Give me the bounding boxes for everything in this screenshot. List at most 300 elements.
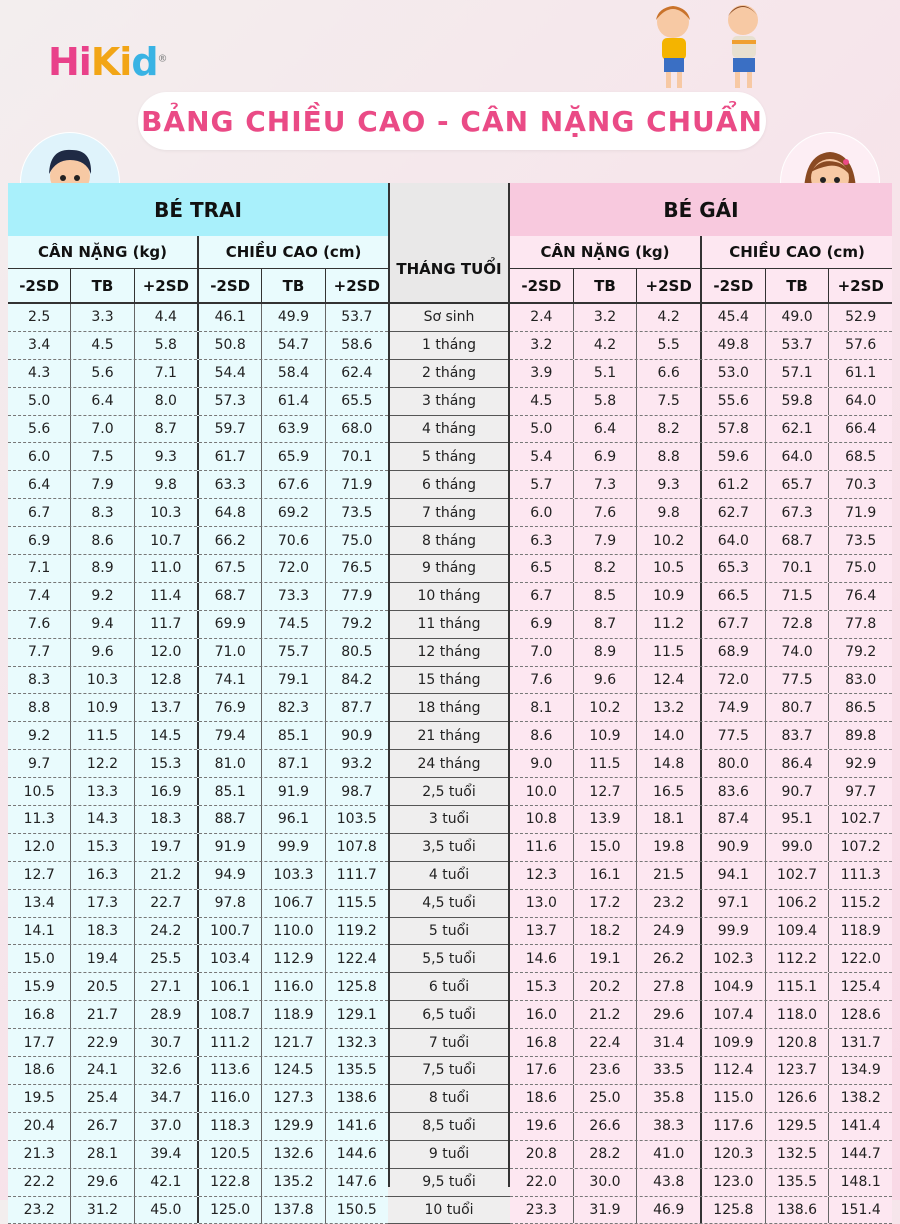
table-cell: 11.5 (70, 722, 133, 749)
table-cell: 12.4 (636, 667, 700, 694)
table-cell: 8.9 (573, 639, 637, 666)
table-cell: 6.4 (70, 388, 133, 415)
table-cell: 125.8 (325, 973, 388, 1000)
table-cell: 65.9 (261, 443, 324, 470)
table-cell: 2.5 (8, 304, 70, 331)
table-cell: 77.9 (325, 583, 388, 610)
age-header: THÁNG TUỔI (388, 236, 510, 304)
table-cell: 7.4 (8, 583, 70, 610)
table-cell: 117.6 (700, 1113, 765, 1140)
table-cell: 11.5 (573, 750, 637, 777)
sub-header-cell: TB (70, 269, 133, 302)
table-cell: 97.8 (197, 890, 261, 917)
table-cell: 91.9 (261, 778, 324, 805)
table-cell: 112.9 (261, 945, 324, 972)
table-cell: 9.3 (134, 443, 197, 470)
table-cell: 107.8 (325, 834, 388, 861)
table-cell: 138.6 (765, 1197, 829, 1224)
table-cell: 74.1 (197, 667, 261, 694)
table-cell: 17.3 (70, 890, 133, 917)
table-row (8, 1085, 388, 1113)
table-cell: 52.9 (828, 304, 892, 331)
table-cell: 15.3 (70, 834, 133, 861)
table-cell: 18.3 (70, 918, 133, 945)
table-cell: 19.8 (636, 834, 700, 861)
table-cell: 132.5 (765, 1141, 829, 1168)
table-cell: 9.6 (573, 667, 637, 694)
table-cell: 13.2 (636, 694, 700, 721)
table-cell: 10.0 (510, 778, 573, 805)
table-cell: 5.6 (8, 416, 70, 443)
table-cell: 64.8 (197, 499, 261, 526)
table-cell: 84.2 (325, 667, 388, 694)
table-cell: 25.0 (573, 1085, 637, 1112)
page-title: BẢNG CHIỀU CAO - CÂN NẶNG CHUẨN (141, 105, 763, 138)
table-cell: 96.1 (261, 806, 324, 833)
age-cell: 9 tháng (388, 555, 510, 583)
age-cell: 4 tuổi (388, 862, 510, 890)
table-row (510, 1141, 892, 1169)
table-cell: 119.2 (325, 918, 388, 945)
table-row (8, 1029, 388, 1057)
table-cell: 14.6 (510, 945, 573, 972)
table-cell: 120.3 (700, 1141, 765, 1168)
table-cell: 90.9 (700, 834, 765, 861)
table-cell: 9.8 (636, 499, 700, 526)
table-cell: 21.5 (636, 862, 700, 889)
table-cell: 42.1 (134, 1169, 197, 1196)
table-cell: 80.0 (700, 750, 765, 777)
table-cell: 97.7 (828, 778, 892, 805)
table-cell: 132.3 (325, 1029, 388, 1056)
age-cell: 5,5 tuổi (388, 945, 510, 973)
sub-header-cell: +2SD (636, 269, 700, 302)
table-row (510, 304, 892, 332)
boy-weight-header: CÂN NẶNG (kg) (8, 236, 197, 268)
table-cell: 62.4 (325, 360, 388, 387)
table-cell: 83.6 (700, 778, 765, 805)
age-band (388, 183, 510, 236)
table-cell: 16.3 (70, 862, 133, 889)
table-cell: 68.5 (828, 443, 892, 470)
table-cell: 19.4 (70, 945, 133, 972)
table-cell: 7.6 (510, 667, 573, 694)
table-cell: 49.0 (765, 304, 829, 331)
table-cell: 67.5 (197, 555, 261, 582)
table-cell: 21.2 (134, 862, 197, 889)
table-cell: 64.0 (828, 388, 892, 415)
table-cell: 8.2 (636, 416, 700, 443)
table-row (510, 1029, 892, 1057)
table-cell: 10.3 (134, 499, 197, 526)
boy-height-header: CHIỀU CAO (cm) (197, 236, 388, 268)
table-cell: 10.9 (636, 583, 700, 610)
table-cell: 124.5 (261, 1057, 324, 1084)
table-cell: 144.6 (325, 1141, 388, 1168)
table-cell: 46.9 (636, 1197, 700, 1224)
table-cell: 43.8 (636, 1169, 700, 1196)
table-cell: 86.4 (765, 750, 829, 777)
table-cell: 6.4 (573, 416, 637, 443)
table-cell: 74.0 (765, 639, 829, 666)
table-cell: 19.7 (134, 834, 197, 861)
table-cell: 5.8 (573, 388, 637, 415)
table-row (8, 555, 388, 583)
table-row (510, 750, 892, 778)
table-cell: 14.8 (636, 750, 700, 777)
table-cell: 18.6 (8, 1057, 70, 1084)
table-cell: 80.7 (765, 694, 829, 721)
table-cell: 61.7 (197, 443, 261, 470)
table-cell: 14.5 (134, 722, 197, 749)
table-cell: 7.6 (573, 499, 637, 526)
table-cell: 6.9 (8, 527, 70, 554)
table-cell: 67.6 (261, 471, 324, 498)
table-cell: 116.0 (197, 1085, 261, 1112)
table-cell: 20.4 (8, 1113, 70, 1140)
table-cell: 38.3 (636, 1113, 700, 1140)
table-cell: 128.6 (828, 1001, 892, 1028)
table-cell: 90.7 (765, 778, 829, 805)
table-cell: 7.5 (70, 443, 133, 470)
table-cell: 18.2 (573, 918, 637, 945)
table-cell: 15.0 (8, 945, 70, 972)
table-cell: 69.2 (261, 499, 324, 526)
table-cell: 92.9 (828, 750, 892, 777)
table-cell: 116.0 (261, 973, 324, 1000)
girl-group-header (510, 236, 892, 269)
table-row (8, 667, 388, 695)
table-cell: 80.5 (325, 639, 388, 666)
table-row (510, 360, 892, 388)
table-cell: 94.1 (700, 862, 765, 889)
girl-weight-header: CÂN NẶNG (kg) (510, 236, 700, 268)
table-cell: 25.5 (134, 945, 197, 972)
age-cell: 4,5 tuổi (388, 890, 510, 918)
table-cell: 125.8 (700, 1197, 765, 1224)
table-cell: 75.0 (828, 555, 892, 582)
table-cell: 16.9 (134, 778, 197, 805)
table-cell: 19.1 (573, 945, 637, 972)
table-cell: 137.8 (261, 1197, 324, 1224)
table-cell: 24.1 (70, 1057, 133, 1084)
table-cell: 62.7 (700, 499, 765, 526)
table-row (510, 416, 892, 444)
age-cell: Sơ sinh (388, 304, 510, 332)
table-cell: 65.5 (325, 388, 388, 415)
age-cell: 3 tháng (388, 388, 510, 416)
table-cell: 109.4 (765, 918, 829, 945)
age-cell: 12 tháng (388, 639, 510, 667)
table-cell: 57.1 (765, 360, 829, 387)
table-cell: 87.1 (261, 750, 324, 777)
table-cell: 13.7 (134, 694, 197, 721)
table-row (8, 750, 388, 778)
table-row (510, 973, 892, 1001)
age-cell: 8,5 tuổi (388, 1113, 510, 1141)
table-cell: 75.7 (261, 639, 324, 666)
table-cell: 115.5 (325, 890, 388, 917)
table-cell: 19.5 (8, 1085, 70, 1112)
table-cell: 29.6 (636, 1001, 700, 1028)
table-cell: 5.4 (510, 443, 573, 470)
table-cell: 150.5 (325, 1197, 388, 1224)
table-cell: 9.8 (134, 471, 197, 498)
table-cell: 23.6 (573, 1057, 637, 1084)
table-cell: 138.2 (828, 1085, 892, 1112)
sub-header-cell: +2SD (134, 269, 197, 302)
table-cell: 57.8 (700, 416, 765, 443)
table-cell: 123.7 (765, 1057, 829, 1084)
table-row (510, 611, 892, 639)
table-cell: 70.1 (765, 555, 829, 582)
sub-header-cell: TB (573, 269, 637, 302)
table-cell: 11.6 (510, 834, 573, 861)
table-row (8, 945, 388, 973)
table-cell: 53.7 (765, 332, 829, 359)
growth-table (8, 183, 892, 1187)
table-cell: 70.3 (828, 471, 892, 498)
table-cell: 66.2 (197, 527, 261, 554)
table-cell: 10.2 (636, 527, 700, 554)
age-section (388, 183, 510, 1224)
table-cell: 7.1 (134, 360, 197, 387)
table-cell: 24.9 (636, 918, 700, 945)
table-cell: 30.7 (134, 1029, 197, 1056)
table-cell: 93.2 (325, 750, 388, 777)
table-row (8, 918, 388, 946)
table-cell: 135.5 (325, 1057, 388, 1084)
table-cell: 135.5 (765, 1169, 829, 1196)
table-cell: 2.4 (510, 304, 573, 331)
table-cell: 8.0 (134, 388, 197, 415)
table-cell: 8.3 (8, 667, 70, 694)
table-cell: 3.4 (8, 332, 70, 359)
table-cell: 134.9 (828, 1057, 892, 1084)
girl-height-header: CHIỀU CAO (cm) (700, 236, 892, 268)
table-cell: 110.0 (261, 918, 324, 945)
table-cell: 3.2 (573, 304, 637, 331)
table-row (8, 611, 388, 639)
table-cell: 22.7 (134, 890, 197, 917)
sub-header-cell: +2SD (828, 269, 892, 302)
table-cell: 14.1 (8, 918, 70, 945)
table-cell: 14.3 (70, 806, 133, 833)
table-cell: 8.6 (510, 722, 573, 749)
table-cell: 125.0 (197, 1197, 261, 1224)
table-cell: 99.9 (261, 834, 324, 861)
table-row (8, 862, 388, 890)
table-cell: 58.4 (261, 360, 324, 387)
table-cell: 8.1 (510, 694, 573, 721)
table-cell: 31.4 (636, 1029, 700, 1056)
table-cell: 135.2 (261, 1169, 324, 1196)
table-cell: 11.5 (636, 639, 700, 666)
boy-sub-header (8, 269, 388, 304)
table-cell: 46.1 (197, 304, 261, 331)
table-cell: 148.1 (828, 1169, 892, 1196)
table-cell: 126.6 (765, 1085, 829, 1112)
table-cell: 72.0 (700, 667, 765, 694)
table-row (8, 890, 388, 918)
table-row (510, 583, 892, 611)
table-cell: 26.2 (636, 945, 700, 972)
table-cell: 73.3 (261, 583, 324, 610)
table-row (510, 945, 892, 973)
table-row (510, 806, 892, 834)
age-cell: 2 tháng (388, 360, 510, 388)
table-cell: 112.2 (765, 945, 829, 972)
table-cell: 10.2 (573, 694, 637, 721)
table-cell: 6.4 (8, 471, 70, 498)
table-cell: 82.3 (261, 694, 324, 721)
table-cell: 63.3 (197, 471, 261, 498)
table-cell: 67.3 (765, 499, 829, 526)
table-cell: 123.0 (700, 1169, 765, 1196)
table-cell: 83.7 (765, 722, 829, 749)
table-cell: 20.8 (510, 1141, 573, 1168)
table-cell: 102.7 (765, 862, 829, 889)
age-cell: 9 tuổi (388, 1141, 510, 1169)
table-row (8, 806, 388, 834)
table-cell: 7.9 (573, 527, 637, 554)
table-cell: 12.8 (134, 667, 197, 694)
table-cell: 61.1 (828, 360, 892, 387)
age-cell: 4 tháng (388, 416, 510, 444)
table-cell: 5.6 (70, 360, 133, 387)
table-cell: 9.4 (70, 611, 133, 638)
table-cell: 103.3 (261, 862, 324, 889)
table-cell: 97.1 (700, 890, 765, 917)
table-cell: 61.4 (261, 388, 324, 415)
table-cell: 77.8 (828, 611, 892, 638)
table-cell: 8.9 (70, 555, 133, 582)
table-cell: 12.0 (134, 639, 197, 666)
table-cell: 102.7 (828, 806, 892, 833)
table-cell: 68.9 (700, 639, 765, 666)
table-cell: 141.4 (828, 1113, 892, 1140)
table-cell: 30.0 (573, 1169, 637, 1196)
table-cell: 108.7 (197, 1001, 261, 1028)
table-cell: 129.5 (765, 1113, 829, 1140)
table-cell: 5.7 (510, 471, 573, 498)
table-cell: 17.7 (8, 1029, 70, 1056)
girl-sub-header (510, 269, 892, 304)
table-cell: 73.5 (828, 527, 892, 554)
table-cell: 8.8 (8, 694, 70, 721)
table-cell: 122.0 (828, 945, 892, 972)
table-cell: 27.8 (636, 973, 700, 1000)
table-cell: 59.6 (700, 443, 765, 470)
table-row (510, 388, 892, 416)
table-cell: 7.0 (510, 639, 573, 666)
table-cell: 53.7 (325, 304, 388, 331)
table-row (510, 471, 892, 499)
table-cell: 9.2 (8, 722, 70, 749)
table-cell: 23.2 (8, 1197, 70, 1224)
table-cell: 33.5 (636, 1057, 700, 1084)
table-cell: 87.4 (700, 806, 765, 833)
age-cell: 8 tháng (388, 527, 510, 555)
table-cell: 129.9 (261, 1113, 324, 1140)
table-cell: 9.3 (636, 471, 700, 498)
table-row (510, 694, 892, 722)
table-cell: 5.5 (636, 332, 700, 359)
table-row (510, 778, 892, 806)
table-cell: 85.1 (197, 778, 261, 805)
table-cell: 111.3 (828, 862, 892, 889)
girl-section (510, 183, 892, 1224)
table-cell: 28.1 (70, 1141, 133, 1168)
table-cell: 22.0 (510, 1169, 573, 1196)
table-cell: 79.2 (325, 611, 388, 638)
table-cell: 8.7 (573, 611, 637, 638)
table-cell: 55.6 (700, 388, 765, 415)
table-cell: 6.5 (510, 555, 573, 582)
table-cell: 5.0 (8, 388, 70, 415)
table-cell: 11.3 (8, 806, 70, 833)
age-cell: 21 tháng (388, 722, 510, 750)
table-cell: 37.0 (134, 1113, 197, 1140)
table-cell: 22.9 (70, 1029, 133, 1056)
table-cell: 94.9 (197, 862, 261, 889)
kids-illustration (628, 0, 788, 92)
table-cell: 77.5 (700, 722, 765, 749)
table-cell: 18.6 (510, 1085, 573, 1112)
table-row (510, 1001, 892, 1029)
table-cell: 35.8 (636, 1085, 700, 1112)
table-cell: 10.9 (70, 694, 133, 721)
table-cell: 32.6 (134, 1057, 197, 1084)
table-row (8, 527, 388, 555)
table-cell: 115.1 (765, 973, 829, 1000)
table-cell: 73.5 (325, 499, 388, 526)
table-cell: 23.2 (636, 890, 700, 917)
table-cell: 87.7 (325, 694, 388, 721)
table-cell: 68.0 (325, 416, 388, 443)
table-cell: 115.0 (700, 1085, 765, 1112)
table-cell: 12.7 (573, 778, 637, 805)
table-cell: 70.6 (261, 527, 324, 554)
sub-header-cell: TB (765, 269, 829, 302)
table-cell: 12.3 (510, 862, 573, 889)
table-cell: 10.9 (573, 722, 637, 749)
table-cell: 7.0 (70, 416, 133, 443)
table-cell: 106.2 (765, 890, 829, 917)
table-cell: 70.1 (325, 443, 388, 470)
table-row (8, 1057, 388, 1085)
table-cell: 125.4 (828, 973, 892, 1000)
table-row (510, 1197, 892, 1224)
table-cell: 21.7 (70, 1001, 133, 1028)
table-cell: 100.7 (197, 918, 261, 945)
table-cell: 57.6 (828, 332, 892, 359)
table-cell: 54.4 (197, 360, 261, 387)
table-cell: 11.2 (636, 611, 700, 638)
table-cell: 16.1 (573, 862, 637, 889)
table-cell: 79.4 (197, 722, 261, 749)
divider (388, 183, 390, 1187)
age-cell: 5 tháng (388, 443, 510, 471)
table-cell: 20.5 (70, 973, 133, 1000)
table-cell: 20.2 (573, 973, 637, 1000)
table-cell: 9.0 (510, 750, 573, 777)
table-cell: 19.6 (510, 1113, 573, 1140)
table-cell: 59.8 (765, 388, 829, 415)
table-cell: 131.7 (828, 1029, 892, 1056)
table-cell: 95.1 (765, 806, 829, 833)
table-row (510, 527, 892, 555)
